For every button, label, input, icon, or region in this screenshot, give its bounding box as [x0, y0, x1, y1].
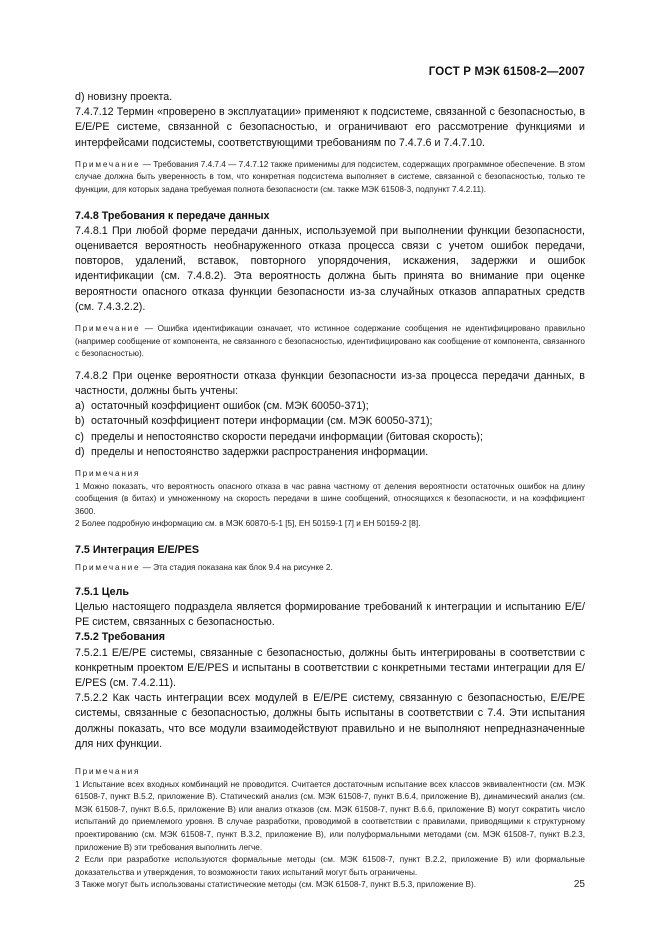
list-item: [75, 399, 585, 414]
note: [75, 159, 585, 197]
paragraph: 7.4.7.12 Термин «проверено в эксплуатации» применяют к подсистеме, связанной с безопасностью, в Е/Е/РЕ системе, связанной с безопасностью, и ограничивают его рассмотрение функциями и интерфейсами подсистемы, соответствующими требованиям по 7.4.7.6 и 7.4.7.10.: [75, 106, 585, 149]
note: 1 Испытание всех входных комбинаций не проводится. Считается достаточным испытание всех классов эквивалентности (см. МЭК 61508-7, пункт В.5.2, приложение В). Статический анализ (см. МЭК 61508-7, пункт В.6.4, приложение В), динамический анализ (см. МЭК 61508-7, пункт В.6.5, приложение В) или анализ отказов (см. МЭК 61508-7, пункт В.6.6, приложение В) могут сократить число испытаний до приемлемого уровня. В случае разработки, проводимой в соответствии с правилами, приводящими к структурному проектированию (см. МЭК 61508-7, пункт В.3.2, приложение В), или полуформальными методами (см. МЭК 61508-7, пункт В.2.3, приложение В) эти требования выполнить легче.: [75, 779, 585, 852]
page-content: [75, 90, 585, 892]
list-item: [75, 445, 585, 460]
section-heading: 7.5 Интеграция Е/Е/РЕS: [75, 543, 199, 556]
section-heading: 7.4.8 Требования к передаче данных: [75, 209, 270, 222]
list-label: a): [75, 400, 85, 413]
note-title: Примечание: [75, 159, 141, 169]
page-number: 25: [573, 879, 585, 890]
paragraph: 7.4.8.1 При любой форме передачи данных, используемой при выполнении функции безопасности, оценивается вероятность необнаруженного отказа процесса связи с учетом ошибок передачи, повторов, удалений, вставок, повторного упорядочения, искажения, задержки и ошибок идентификации (см. 7.4.8.2). Эта вероятность должна быть принята во внимание при оценке вероятности опасного отказа функции безопасности из-за случайных отказов аппаратных средств (см. 7.4.3.2.2).: [75, 224, 585, 313]
list-item: d) новизну проекта.: [75, 91, 173, 103]
note: [75, 562, 585, 575]
notes-title: Примечания: [75, 767, 141, 777]
list-text: пределы и непостоянство скорости передачи информации (битовая скорость);: [91, 430, 483, 443]
note: [75, 323, 585, 361]
section-heading: 7.5.2 Требования: [75, 631, 165, 644]
note-title: Примечание: [75, 563, 141, 573]
list-text: остаточный коэффициент потери информации (см. МЭК 60050-371);: [91, 415, 433, 428]
note-text: — Требования 7.4.7.4 — 7.4.7.12 также применимы для подсистем, содержащих программное обеспечение. В этом случае должна быть уверенность в том, что конкретная подсистема выполняет в системе, связанной с безопасностью, только те функции, для которых задана требуемая полнота безопасности (см. также МЭК 61508-3, подпункт 7.4.2.11).: [75, 159, 585, 194]
list-label: c): [75, 430, 84, 443]
paragraph: 7.5.2.1 Е/Е/РЕ системы, связанные с безопасностью, должны быть интегрированы в соответствии с конкретным проектом Е/Е/РЕS и испытаны в соответствии с конкретными тестами интеграции для Е/Е/РЕS (см. 7.4.2.11).: [75, 646, 585, 689]
list-item: [75, 414, 585, 429]
list-label: b): [75, 415, 85, 428]
note: 2 Более подробную информацию см. в МЭК 60870-5-1 [5], ЕН 50159-1 [7] и ЕН 50159-2 [8].: [75, 519, 421, 529]
note-text: — Ошибка идентификации означает, что истинное содержание сообщения не идентифицировано правильно (например сообщение от компонента, не связанного с безопасностью, идентифицировано как сообщение от компонента, связанного с безопасностью).: [75, 324, 585, 359]
note-title: Примечание: [75, 324, 141, 334]
note: 1 Можно показать, что вероятность опасного отказа в час равна частному от деления вероятности остаточных ошибок на длину сообщения (в битах) и умноженному на скорость передачи в шине сообщений, относящихся к безопасности, и на коэффициент 3600.: [75, 481, 585, 516]
note: 2 Если при разработке используются формальные методы (см. МЭК 61508-7, пункт В.2.2, приложение В) или формальные доказательства и утверждения, то возможности таких испытаний могут быть ограничены.: [75, 855, 585, 877]
section-heading: 7.5.1 Цель: [75, 585, 129, 598]
list-text: пределы и непостоянство задержки распространения информации.: [91, 445, 429, 458]
list-text: остаточный коэффициент ошибок (см. МЭК 60050-371);: [91, 400, 369, 413]
note: 3 Также могут быть использованы статистические методы (см. МЭК 61508-7, пункт В.5.3, приложение В).: [75, 880, 476, 890]
page-header: ГОСТ Р МЭК 61508-2—2007: [428, 66, 585, 78]
paragraph: 7.5.2.2 Как часть интеграции всех модулей в Е/Е/РЕ систему, связанную с безопасностью, Е/Е/РЕ системы, связанные с безопасностью, должны быть испытаны в соответствии с 7.4. Эти испытания должны показать, что все модули взаимодействуют правильно и не выполняют непредназначенные для них функции.: [75, 692, 585, 750]
list-item: [75, 430, 585, 445]
paragraph: Целью настоящего подраздела является формирование требований к интеграции и испытанию Е/Е/РЕ систем, связанных с безопасностью.: [75, 600, 585, 629]
list-label: d): [75, 445, 85, 458]
note-text: — Эта стадия показана как блок 9.4 на рисунке 2.: [140, 563, 333, 573]
paragraph: 7.4.8.2 При оценке вероятности отказа функции безопасности из-за процесса передачи данных, в частности, должны быть учтены:: [75, 369, 585, 397]
notes-title: Примечания: [75, 469, 141, 479]
